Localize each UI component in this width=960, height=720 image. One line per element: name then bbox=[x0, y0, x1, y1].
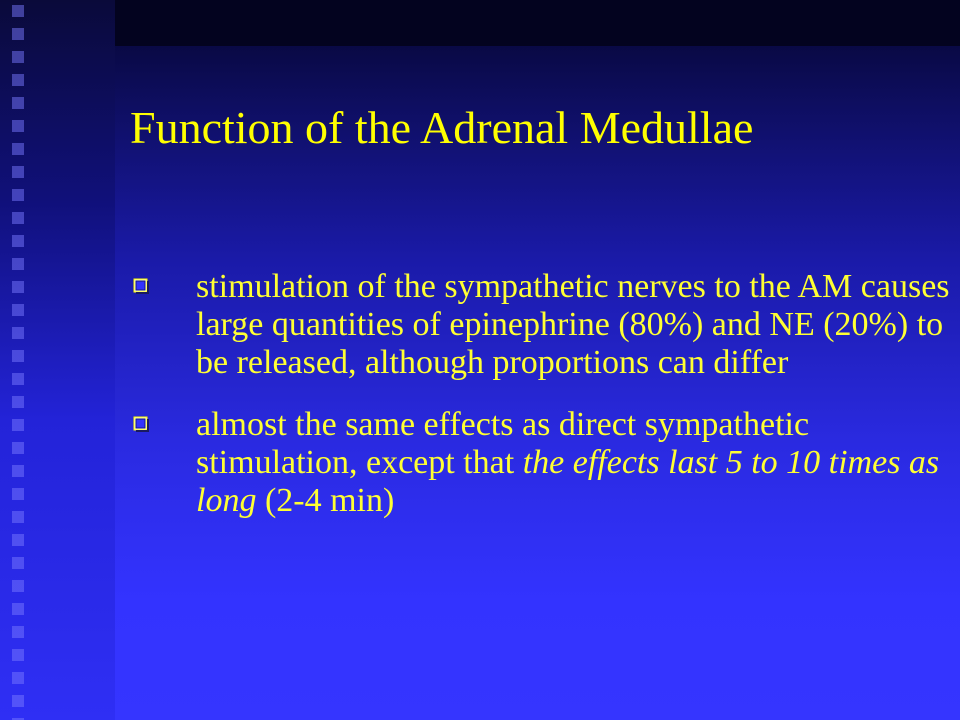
hollow-square-bullet-icon bbox=[133, 278, 149, 294]
top-dark-band bbox=[115, 0, 960, 46]
bullet-item-1 bbox=[133, 268, 953, 382]
hollow-square-bullet-icon bbox=[133, 416, 149, 432]
slide-title: Function of the Adrenal Medullae bbox=[130, 102, 754, 153]
bullet-list bbox=[133, 268, 953, 544]
bullet-text: stimulation of the sympathetic nerves to the AM causes large quantities of epinephrine (80%) and NE (20%) to be released, although proportions can differ bbox=[196, 268, 950, 381]
bullet-text-before: almost the same effects as direct sympathetic stimulation, except that bbox=[196, 406, 810, 481]
left-decorative-strip bbox=[0, 0, 115, 720]
bullet-text-after: (2-4 min) bbox=[256, 482, 395, 519]
bullet-item-2 bbox=[133, 406, 953, 520]
decorative-squares bbox=[8, 0, 28, 720]
bullet-text-italic: the effects last 5 to 10 times as long bbox=[196, 444, 940, 519]
